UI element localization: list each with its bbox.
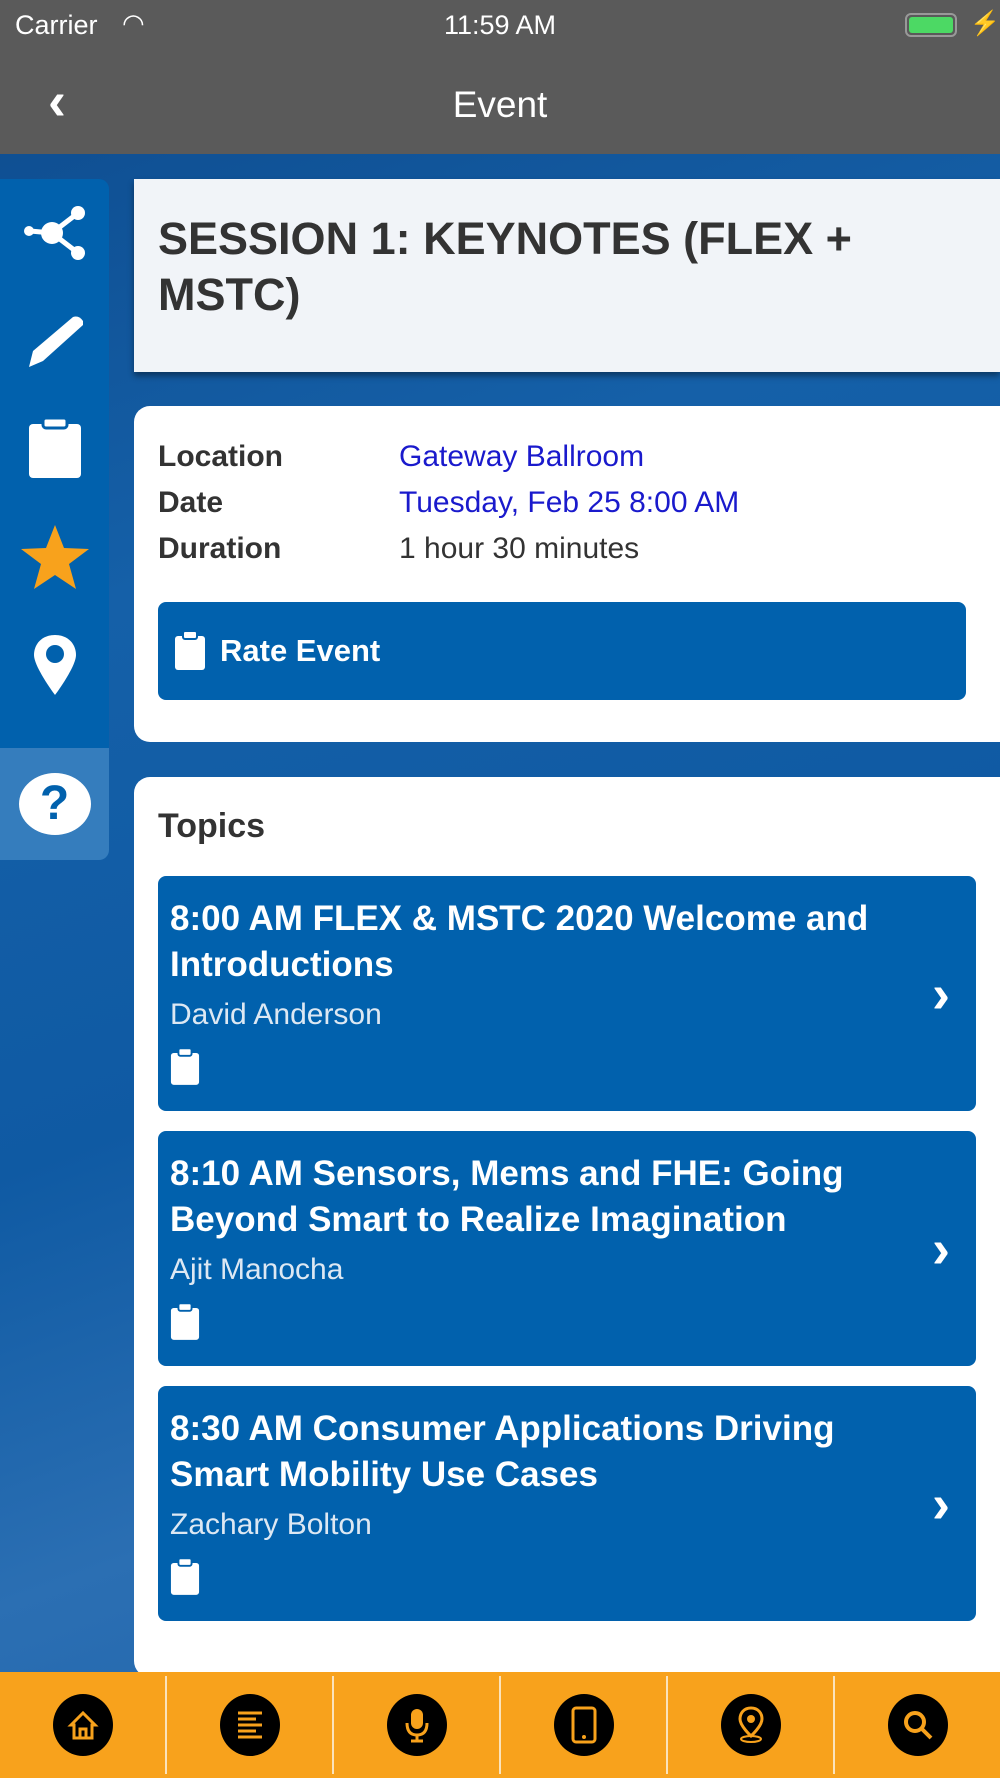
pencil-icon: [23, 309, 87, 373]
action-sidebar: [0, 179, 109, 860]
date-label: Date: [158, 486, 224, 519]
chevron-right-icon: ›: [932, 1473, 950, 1534]
charging-icon: ⚡: [970, 10, 1000, 37]
topic-title: 8:00 AM FLEX & MSTC 2020 Welcome and Introductions: [170, 899, 869, 984]
clipboard-icon[interactable]: [170, 1303, 200, 1341]
date-link[interactable]: Tuesday, Feb 25 8:00 AM: [399, 486, 740, 519]
tab-map[interactable]: [666, 1676, 833, 1774]
rate-event-label: Rate Event: [220, 633, 381, 668]
carrier-label: Carrier: [15, 10, 98, 40]
microphone-icon: [387, 1694, 447, 1756]
tab-home[interactable]: [0, 1676, 165, 1774]
tab-search[interactable]: [833, 1676, 1000, 1774]
wifi-icon: ◠: [122, 8, 145, 38]
search-icon: [888, 1694, 948, 1756]
topic-item[interactable]: [158, 1131, 976, 1366]
nav-bar: [0, 50, 1000, 154]
mobile-phone-icon: [554, 1694, 614, 1756]
topic-speaker: Zachary Bolton: [170, 1508, 372, 1541]
topics-card: [134, 777, 1000, 1677]
duration-value: 1 hour 30 minutes: [399, 532, 640, 565]
session-title-card: [134, 179, 1000, 372]
session-details-card: [134, 406, 1000, 742]
session-title: SESSION 1: KEYNOTES (FLEX + MSTC): [158, 213, 852, 320]
duration-label: Duration: [158, 532, 282, 565]
clipboard-icon: [174, 631, 206, 671]
back-button[interactable]: ‹: [48, 71, 66, 131]
topic-speaker: Ajit Manocha: [170, 1253, 344, 1286]
topics-heading: Topics: [158, 807, 266, 845]
map-pin-icon: [32, 633, 78, 697]
date-row: [158, 480, 976, 526]
help-button[interactable]: [0, 748, 109, 860]
topic-item[interactable]: [158, 1386, 976, 1621]
chevron-right-icon: ›: [932, 963, 950, 1024]
rate-event-button[interactable]: [158, 602, 966, 700]
clipboard-icon[interactable]: [170, 1048, 200, 1086]
chevron-right-icon: ›: [932, 1218, 950, 1279]
tab-speakers[interactable]: [332, 1676, 499, 1774]
clipboard-icon[interactable]: [170, 1558, 200, 1596]
star-icon: [19, 523, 91, 591]
location-label: Location: [158, 440, 283, 473]
location-link[interactable]: Gateway Ballroom: [399, 440, 645, 473]
tab-mobile[interactable]: [499, 1676, 666, 1774]
home-icon: [53, 1694, 113, 1756]
duration-row: [158, 526, 976, 572]
tab-agenda[interactable]: [165, 1676, 332, 1774]
clock: 11:59 AM: [443, 10, 557, 40]
agenda-list-icon: [220, 1694, 280, 1756]
help-icon: ?: [19, 773, 91, 835]
note-button[interactable]: [0, 287, 109, 395]
map-button[interactable]: [0, 611, 109, 719]
favorite-button[interactable]: [0, 503, 109, 611]
status-bar: [0, 0, 1000, 50]
topic-title: 8:30 AM Consumer Applications Driving Smart Mobility Use Cases: [170, 1409, 835, 1494]
topic-speaker: David Anderson: [170, 998, 382, 1031]
map-pin-icon: [721, 1694, 781, 1756]
share-button[interactable]: [0, 179, 109, 287]
page-title: Event: [452, 84, 548, 125]
battery-icon: [905, 13, 957, 37]
share-icon: [22, 205, 88, 261]
survey-button[interactable]: [0, 395, 109, 503]
tab-bar: [0, 1672, 1000, 1778]
topic-title: 8:10 AM Sensors, Mems and FHE: Going Beyond Smart to Realize Imagination: [170, 1154, 844, 1239]
topic-item[interactable]: [158, 876, 976, 1111]
clipboard-icon: [27, 418, 83, 480]
location-row: [158, 434, 976, 480]
